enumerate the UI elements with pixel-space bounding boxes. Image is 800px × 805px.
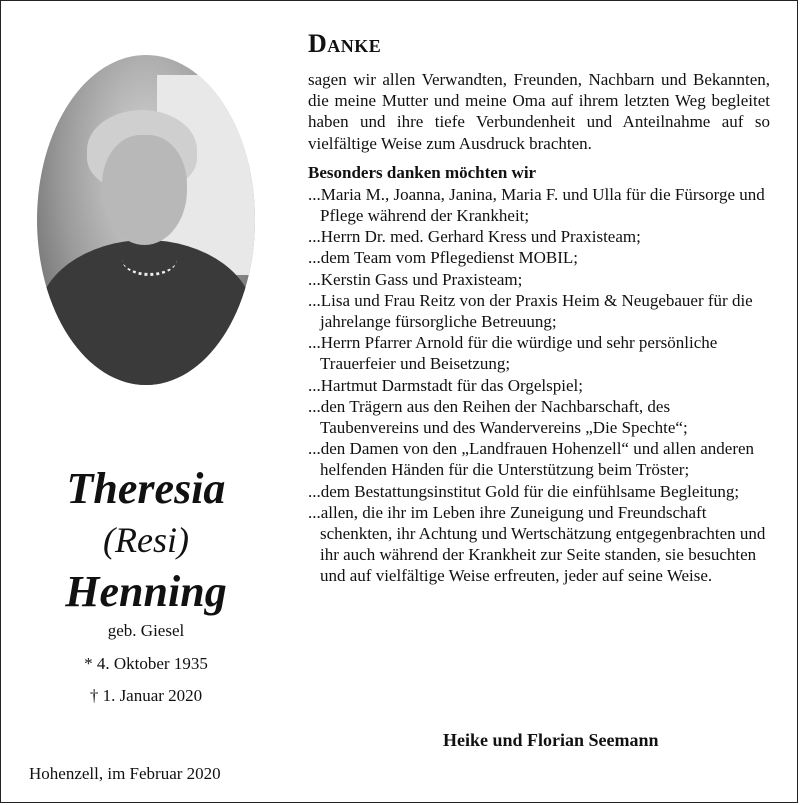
list-item: ...dem Bestattungsinstitut Gold für die einfühlsame Begleitung; — [308, 481, 740, 501]
heading: Danke — [308, 29, 382, 58]
last-name: Henning — [65, 567, 227, 616]
list-item: ...Kerstin Gass und Praxisteam; — [308, 269, 523, 289]
list-item: ...Lisa und Frau Reitz von der Praxis Heim & Neugebauer für die jahrelange fürsorgliche Betreuung; — [308, 290, 753, 332]
first-name: Theresia — [66, 464, 226, 513]
nickname: (Resi) — [103, 520, 189, 560]
list-item: ...den Trägern aus den Reihen der Nachbarschaft, des Taubenvereins und des Wandervereins „Die Spechte“; — [308, 396, 688, 438]
portrait-photo — [37, 55, 255, 385]
list-item: ...allen, die ihr im Leben ihre Zuneigung und Freundschaft schenkten, ihr Achtung und Wertschätzung entgegenbrachten und ihr auch während der Krankheit zur Seite standen, sie besuchten und auf vielfältige Weise erfreuten, jeder auf seine Weise. — [308, 502, 766, 586]
intro-text: sagen wir allen Verwandten, Freunden, Nachbarn und Bekannten, die meine Mutter und meine Oma auf ihrem letzten Weg begleitet haben und ihre tiefe Verbundenheit und Anteilnahme auf so vielfältige Weise zum Ausdruck brachten. — [308, 70, 770, 153]
right-column — [308, 29, 770, 587]
place-and-date: Hohenzell, im Februar 2020 — [29, 764, 221, 783]
list-item: ...dem Team vom Pflegedienst MOBIL; — [308, 248, 578, 268]
signature: Heike und Florian Seemann — [443, 730, 659, 750]
list-item: ...Maria M., Joanna, Janina, Maria F. und Ulla für die Fürsorge und Pflege während der Krankheit; — [308, 184, 765, 226]
maiden-name: geb. Giesel — [107, 621, 185, 640]
thanks-list — [308, 184, 770, 587]
death-date: † 1. Januar 2020 — [89, 686, 203, 705]
list-item: ...Hartmut Darmstadt für das Orgelspiel; — [308, 375, 583, 395]
list-item: ...Herrn Dr. med. Gerhard Kress und Praxisteam; — [308, 227, 641, 247]
subheading: Besonders danken möchten wir — [308, 162, 537, 182]
list-item: ...Herrn Pfarrer Arnold für die würdige und sehr persönliche Trauerfeier und Beisetzung; — [308, 333, 718, 374]
birth-date: * 4. Oktober 1935 — [84, 654, 208, 673]
list-item: ...den Damen von den „Landfrauen Hohenzell“ und allen anderen helfenden Händen für die Unterstützung beim Tröster; — [308, 439, 755, 480]
left-column — [1, 1, 291, 804]
